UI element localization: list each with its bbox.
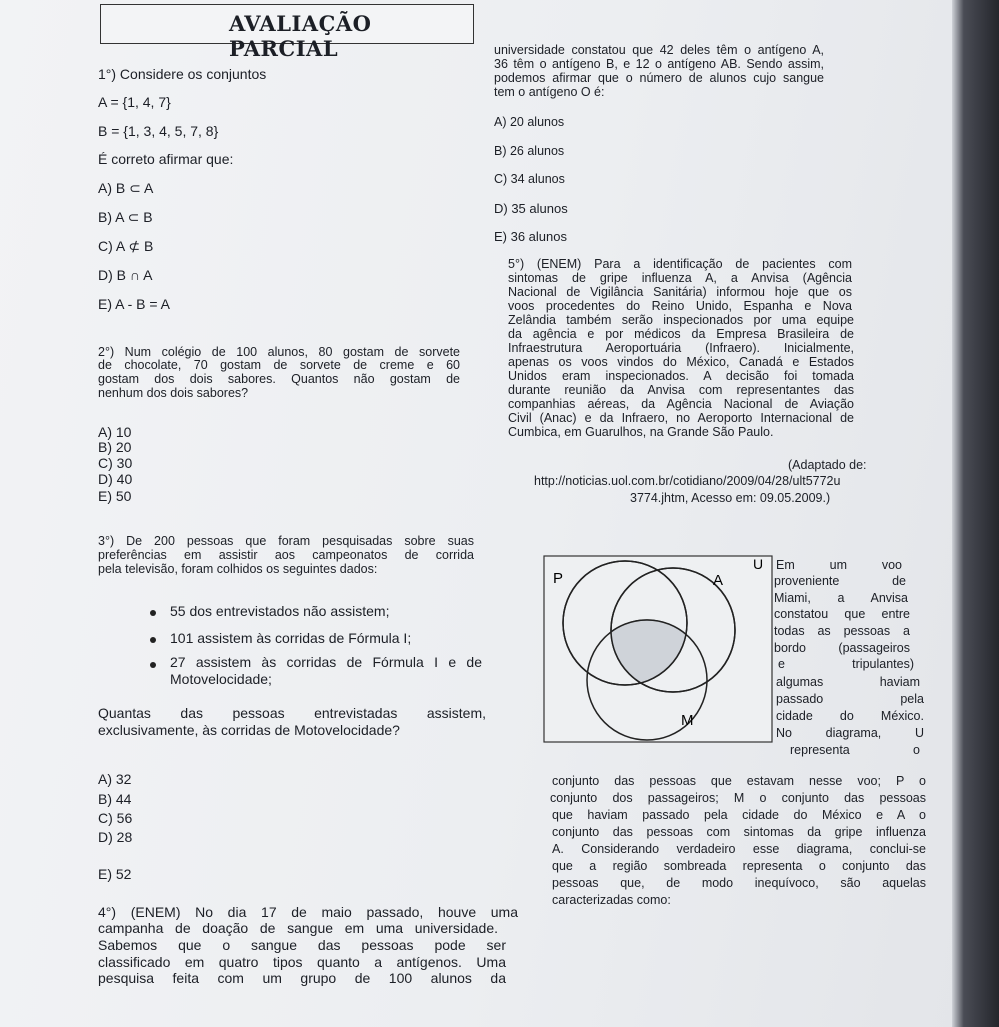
q1-set-b: B = {1, 3, 4, 5, 7, 8} [98,123,219,139]
q2-line: de chocolate, 70 gostam de sorvete de creme e 60 [98,358,460,372]
q4-line: pesquisa feita com um grupo de 100 alunos da [98,970,506,986]
q1-prompt: É correto afirmar que: [98,151,234,167]
q5-line: 5°) (ENEM) Para a identificação de pacientes com [508,257,852,271]
q5-side-text: cidade do México. [776,709,924,723]
q5-line: companhias aéreas, da Agência Nacional de Aviação [508,397,854,411]
q5-source-date: 3774.jhtm, Acesso em: 09.05.2009.) [630,491,831,505]
q1-option-a: A) B ⊂ A [98,180,154,196]
q5-bottom-text: conjunto das pessoas com sintomas da gripe influenza [552,825,926,839]
q5-line: Unidos eram inspecionados. A decisão foi tomada [508,369,854,383]
venn-diagram [543,555,775,745]
q3-line: pela televisão, foram colhidos os seguintes dados: [98,562,378,576]
q5-line: da agência e por médicos da Empresa Brasileira de [508,327,854,341]
q4-continuation: podemos afirmar que o número de alunos cujo sangue [494,71,824,85]
q3-question: Quantas das pessoas entrevistadas assistem, [98,705,486,721]
q4-option-d: D) 35 alunos [494,201,568,216]
q4-line: Sabemos que o sangue das pessoas pode ser [98,937,506,953]
q1-stem: 1°) Considere os conjuntos [98,66,267,82]
venn-label-m: M [681,712,694,729]
q3-option-a: A) 32 [98,771,132,787]
q5-side-text: passado pela [776,692,924,706]
q5-source-url: http://noticias.uol.com.br/cotidiano/2009/04/28/ult5772u [534,474,841,488]
q5-bottom-text: conjunto das pessoas que estavam nesse voo; P o [552,774,926,788]
bullet-icon [150,637,156,643]
q5-line: durante reunião da Anvisa com representantes das [508,383,854,397]
q2-option-e: E) 50 [98,488,132,504]
q3-bullet: 27 assistem às corridas de Fórmula I e de [170,654,482,670]
q5-line: Civil (Anac) e da Infraero, no Aeroporto Internacional de [508,411,854,425]
q4-line: classificado em quatro tipos quanto a antígenos. Uma [98,954,506,970]
q5-side-text: bordo (passageiros [774,641,910,655]
q4-option-a: A) 20 alunos [494,115,565,129]
q5-side-text: No diagrama, U [776,726,924,740]
q5-line: sintomas de gripe influenza A, a Anvisa (Agência [508,271,852,285]
q3-option-d: D) 28 [98,829,133,845]
q5-side-text: algumas haviam [776,675,920,689]
q4-option-c: C) 34 alunos [494,172,565,186]
venn-label-p: P [553,570,564,587]
q2-option-a: A) 10 [98,424,132,440]
q4-continuation: 36 têm o antígeno B, e 12 o antígeno AB. Sendo assim, [494,57,824,71]
q4-continuation: tem o antígeno O é: [494,85,605,99]
q5-line: apenas os voos vindos do México, Canadá e Estados [508,355,854,369]
background-edge [952,0,999,1027]
q5-line: Cumbica, em Guarulhos, na Grande São Paulo. [508,425,774,439]
q2-line: nenhum dos dois sabores? [98,386,249,400]
q3-line: preferências em assistir aos campeonatos de corrida [98,548,474,562]
q5-bottom-text: A. Considerando verdadeiro esse diagrama, conclui-se [552,842,926,856]
q5-bottom-text: pessoas que, de modo inequívoco, são aquelas [552,876,926,890]
q5-side-text: proveniente de [774,574,906,588]
q5-bottom-text: que haviam passado pela cidade do México e A o [552,808,926,822]
q5-side-text: todas as pessoas a [774,624,910,638]
q4-option-b: B) 26 alunos [494,144,565,158]
q5-bottom-text: conjunto dos passageiros; M o conjunto das pessoas [550,791,926,805]
q5-side-text: Miami, a Anvisa [774,591,908,605]
q3-question: exclusivamente, às corridas de Motovelocidade? [98,722,400,738]
q3-bullet: Motovelocidade; [170,671,272,687]
q1-option-c: C) A ⊄ B [98,238,154,254]
q5-line: voos procedentes do Reino Unido, Espanha e Nova [508,299,852,313]
venn-label-a: A [713,572,724,589]
q2-line: gostam dos dois sabores. Quantos não gostam de [98,372,460,386]
q5-side-text: constatou que entre [774,607,910,621]
q5-line: Infraestrutura Aeroportuária (Infraero). Inicialmente, [508,341,854,355]
q4-continuation: universidade constatou que 42 deles têm o antígeno A, [494,43,824,57]
q3-option-e: E) 52 [98,866,132,882]
q1-option-e: E) A - B = A [98,296,170,312]
q2-line: 2°) Num colégio de 100 alunos, 80 gostam de sorvete [98,345,460,359]
q4-option-e: E) 36 alunos [494,229,567,244]
q5-bottom-text: caracterizadas como: [552,893,671,907]
venn-label-u: U [753,556,764,572]
q5-bottom-text: que a região sombreada representa o conjunto das [552,859,926,873]
q3-bullet: 101 assistem às corridas de Fórmula I; [170,630,412,646]
q5-line: Nacional de Vigilância Sanitária) informou hoje que os [508,285,852,299]
q5-side-text: e tripulantes) [778,657,914,671]
q3-line: 3°) De 200 pessoas que foram pesquisadas sobre suas [98,534,474,548]
q1-set-a: A = {1, 4, 7} [98,94,171,110]
q4-line: 4°) (ENEM) No dia 17 de maio passado, houve uma [98,904,518,920]
bullet-icon [150,610,156,616]
q3-option-b: B) 44 [98,791,132,807]
page-title: AVALIAÇÃO PARCIAL [100,4,474,44]
q1-option-d: D) B ∩ A [98,267,153,283]
q3-bullet: 55 dos entrevistados não assistem; [170,603,390,619]
q3-option-c: C) 56 [98,810,133,826]
q4-line: campanha de doação de sangue em uma universidade. [98,920,498,936]
q1-option-b: B) A ⊂ B [98,209,153,225]
q5-source: (Adaptado de: [788,458,867,472]
q5-side-text: Em um voo [776,558,902,572]
q2-option-c: C) 30 [98,455,133,471]
q2-option-b: B) 20 [98,439,132,455]
q5-side-text: representa o [790,743,920,757]
bullet-icon [150,662,156,668]
q2-option-d: D) 40 [98,471,133,487]
q5-line: Zelândia também serão inspecionados por uma equipe [508,313,854,327]
